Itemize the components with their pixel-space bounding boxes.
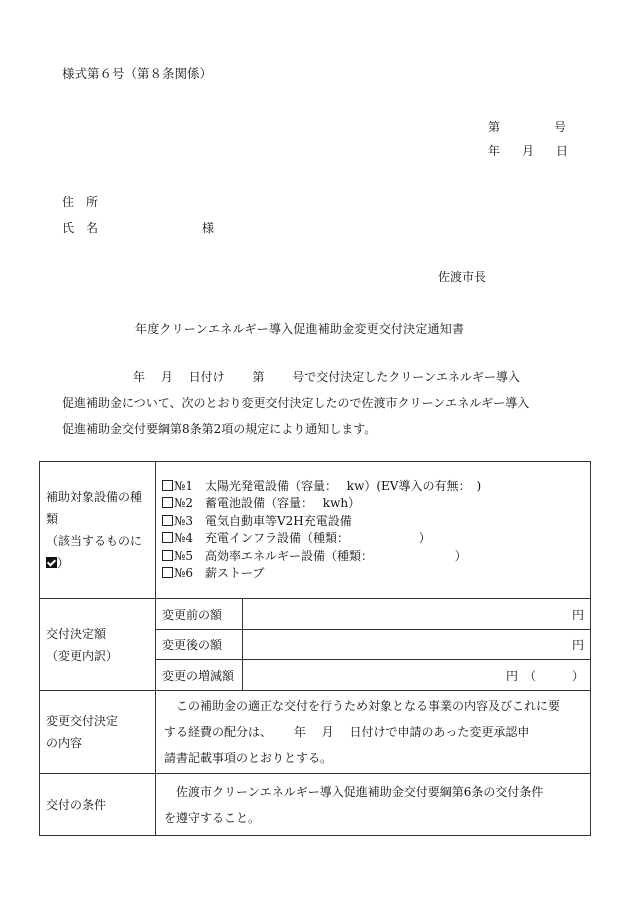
amount-label-2: （変更内訳） [46,648,119,663]
equipment-option-5[interactable] [162,548,584,566]
equipment-option-label: №3 電気自動車等V2H充電設備 [174,513,352,528]
amount-label-1: 交付決定額 [46,626,107,641]
body-line-2: 促進補助金について、次のとおり変更交付決定したので佐渡市クリーンエネルギー導入 [62,396,530,410]
content-label-1: 変更交付決定 [46,714,119,728]
condition-label: 交付の条件 [40,774,156,836]
condition-text-2: を遵守すること。 [164,810,261,825]
form-number: 様式第６号（第８条関係） [62,66,213,81]
equipment-label-2 [46,530,149,574]
body-line-1: 年 月 日付け 第 号で交付決定したクリーンエネルギー導入 [133,370,521,384]
content-label-2: の内容 [46,736,83,750]
equipment-row [40,462,591,599]
equipment-option-label: №6 薪ストーブ [174,566,265,580]
amount-before-row [40,599,591,630]
equipment-label-1: 補助対象設備の種類 [46,490,143,526]
after-value[interactable]: 円 [243,630,591,660]
document-title: 年度クリーンエネルギー導入促進補助金変更交付決定通知書 [135,322,465,336]
content-text-cell [156,691,591,774]
date-month: 月 [522,144,535,158]
checkbox-icon[interactable] [162,497,173,508]
address-label: 住 所 [62,195,99,209]
condition-text-cell [156,774,591,836]
sender-mayor: 佐渡市長 [438,270,487,284]
before-value[interactable]: 円 [243,599,591,630]
amount-label-cell [40,599,156,691]
condition-row [40,774,591,836]
checked-box-icon [46,557,57,568]
equipment-options-cell [156,462,591,599]
date-year: 年 [488,144,501,158]
doc-no-prefix: 第 [488,120,501,134]
subsidy-table [39,461,591,836]
equipment-option-1[interactable] [162,478,584,496]
content-text-1: この補助金の適正な交付を行うため対象となる事業の内容及びこれに要 [164,699,561,713]
equipment-label-cell [40,462,156,599]
equipment-option-6[interactable] [162,565,584,583]
equipment-option-label: №4 充電インフラ設備（種類： ） [174,531,431,545]
equipment-option-2[interactable] [162,495,584,513]
date-day: 日 [556,144,569,158]
checkbox-icon[interactable] [162,550,173,561]
checkbox-icon[interactable] [162,567,173,578]
checkbox-icon[interactable] [162,515,173,526]
checkbox-icon[interactable] [162,532,173,543]
content-row [40,691,591,774]
content-text-3: 請書記載事項のとおりとする。 [164,751,333,765]
equipment-option-label: №1 太陽光発電設備（容量： kw）(EV導入の有無： ) [174,478,482,493]
condition-text-1: 佐渡市クリーンエネルギー導入促進補助金交付要綱第6条の交付条件 [164,784,544,799]
equipment-option-label: №5 高効率エネルギー設備（種類： ） [174,548,467,563]
equipment-option-4[interactable] [162,530,584,548]
checkbox-icon[interactable] [162,480,173,491]
equipment-option-3[interactable] [162,513,584,531]
equipment-option-label: №2 蓄電池設備（容量： kwh） [174,496,361,510]
name-label: 氏 名 [62,221,99,235]
before-label: 変更前の額 [156,599,243,630]
equipment-label-2b: ） [57,556,70,570]
content-label-cell [40,691,156,774]
body-line-3: 促進補助金交付要綱第8条第2項の規定により通知します。 [62,422,377,436]
diff-value[interactable]: 円 （ ） [243,660,591,691]
doc-no-suffix: 号 [554,120,567,134]
diff-label: 変更の増減額 [156,660,243,691]
equipment-label-2a: （該当するものに [46,534,143,548]
honorific: 様 [202,221,215,235]
content-text-2: する経費の配分は、 年 月 日付けで申請のあった変更承認申 [164,725,530,739]
after-label: 変更後の額 [156,630,243,660]
